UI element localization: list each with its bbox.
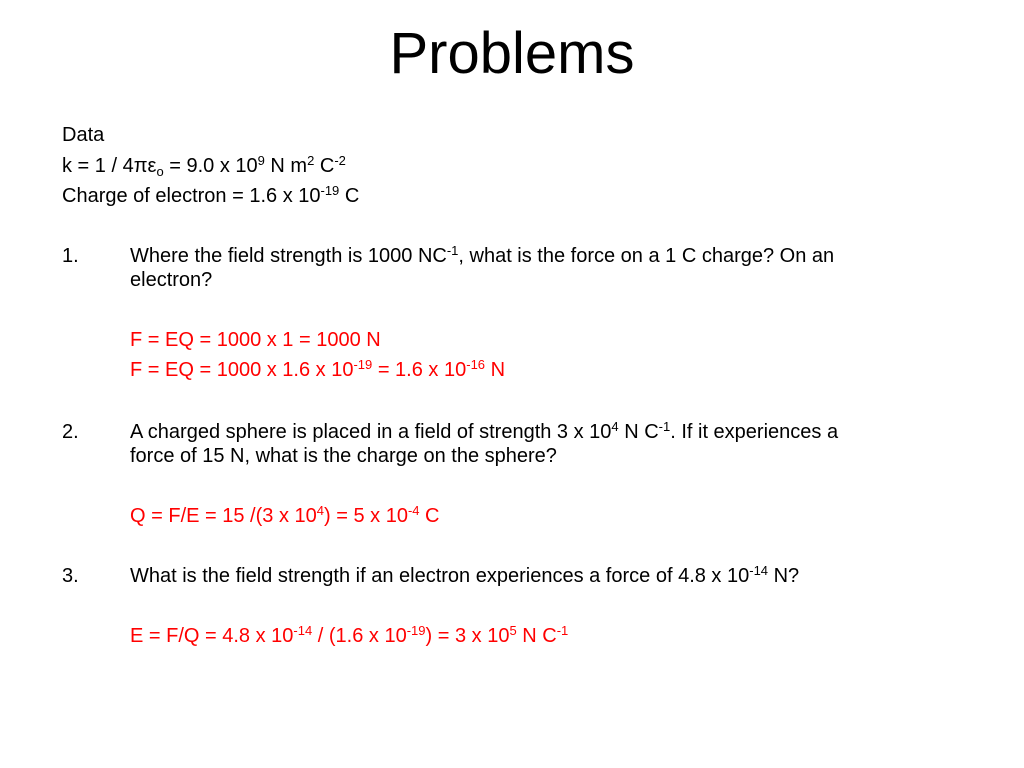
k-constant-line <box>62 154 346 178</box>
text: . If it experiences a <box>670 421 839 443</box>
superscript: -1 <box>446 243 459 258</box>
superscript: -14 <box>749 563 769 578</box>
text: C <box>314 155 335 177</box>
text: , what is the force on a 1 C charge? On an <box>458 245 835 267</box>
superscript: -14 <box>293 623 313 638</box>
problem-3-number: 3. <box>62 565 79 587</box>
text: C <box>419 505 440 527</box>
text: Charge of electron = 1.6 x 10 <box>62 185 321 207</box>
problem-1-answer-2 <box>130 358 505 382</box>
text: / (1.6 x 10 <box>312 625 407 647</box>
problem-1-answer-1: F = EQ = 1000 x 1 = 1000 N <box>130 329 381 351</box>
superscript: -16 <box>466 357 486 372</box>
problem-3-answer <box>130 624 568 648</box>
superscript: 4 <box>611 419 619 434</box>
problem-1-question <box>130 244 834 268</box>
superscript: -1 <box>658 419 671 434</box>
electron-charge-line <box>62 184 359 208</box>
superscript: 2 <box>307 153 315 168</box>
text: N C <box>618 421 659 443</box>
text: = 1.6 x 10 <box>372 359 467 381</box>
superscript: -19 <box>320 183 340 198</box>
slide-title: Problems <box>389 21 635 86</box>
text: What is the field strength if an electron experiences a force of 4.8 x 10 <box>130 565 750 587</box>
text: C <box>339 185 360 207</box>
subscript: o <box>156 164 164 179</box>
text: Where the field strength is 1000 NC <box>130 245 447 267</box>
problem-3-question <box>130 564 799 588</box>
text: N? <box>768 565 800 587</box>
text: = 9.0 x 10 <box>163 155 258 177</box>
problem-2-number: 2. <box>62 421 79 443</box>
text: ) = 5 x 10 <box>324 505 408 527</box>
problem-2-answer <box>130 504 440 528</box>
superscript: -19 <box>353 357 373 372</box>
text: E = F/Q = 4.8 x 10 <box>130 625 294 647</box>
data-heading: Data <box>62 124 105 146</box>
text: N C <box>516 625 557 647</box>
text: k = 1 / 4πε <box>62 155 157 177</box>
text: Q = F/E = 15 /(3 x 10 <box>130 505 317 527</box>
superscript: -1 <box>556 623 569 638</box>
problem-1-question-line2: electron? <box>130 269 213 291</box>
text: A charged sphere is placed in a field of strength 3 x 10 <box>130 421 612 443</box>
text: N <box>485 359 506 381</box>
superscript: -19 <box>406 623 426 638</box>
superscript: -2 <box>334 153 346 168</box>
problem-2-question-line2: force of 15 N, what is the charge on the sphere? <box>130 445 557 467</box>
text: ) = 3 x 10 <box>425 625 510 647</box>
problem-2-question <box>130 420 838 444</box>
superscript: 5 <box>509 623 517 638</box>
superscript: -4 <box>407 503 420 518</box>
text: N m <box>264 155 308 177</box>
superscript: 9 <box>257 153 265 168</box>
superscript: 4 <box>316 503 324 518</box>
text: F = EQ = 1000 x 1.6 x 10 <box>130 359 354 381</box>
problem-1-number: 1. <box>62 245 79 267</box>
